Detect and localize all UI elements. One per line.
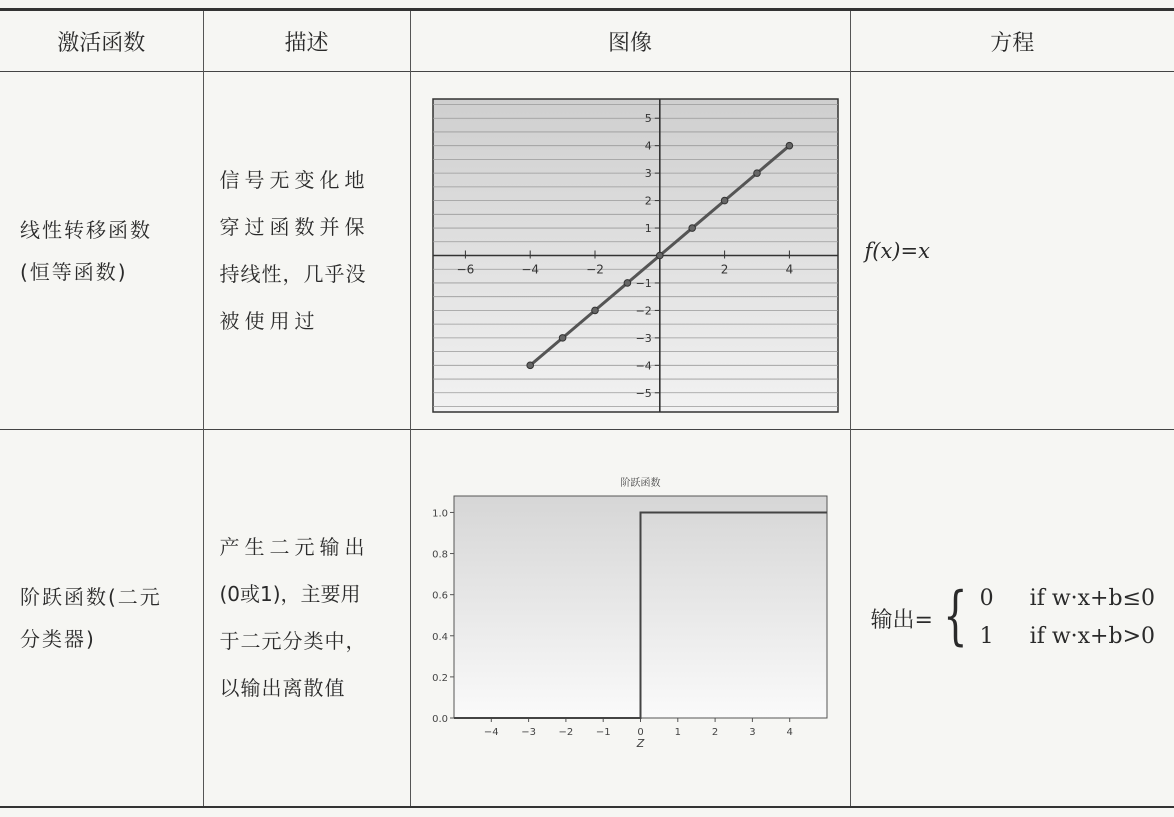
- y-tick-label: 2: [644, 194, 652, 208]
- linear-function-chart: [411, 72, 851, 425]
- description-line: 被使用过: [219, 308, 320, 333]
- data-point: [559, 335, 566, 342]
- header-image: 图像: [410, 10, 850, 72]
- description-line: 以输出离散值: [219, 676, 346, 700]
- data-point: [721, 197, 728, 204]
- description-line: 于二元分类中，: [219, 629, 367, 653]
- x-tick-label: 0: [636, 727, 644, 738]
- y-tick-label: 1: [644, 222, 652, 236]
- data-point: [656, 252, 663, 259]
- x-tick-label: −1: [595, 727, 611, 738]
- x-tick-label: −4: [520, 262, 539, 277]
- header-description: 描述: [203, 10, 410, 72]
- y-tick-label: −5: [635, 386, 652, 400]
- function-name-line: 阶跃函数(二元: [20, 585, 162, 609]
- linear-equation: f(x)=x: [864, 238, 930, 263]
- y-tick-label: 0.2: [431, 672, 448, 684]
- description-cell: [203, 430, 410, 808]
- x-tick-label: 4: [786, 727, 793, 738]
- step-function-chart: [411, 430, 851, 802]
- table-row: [0, 430, 1174, 808]
- data-point: [526, 362, 533, 369]
- equation-case: [980, 618, 1155, 656]
- y-tick-label: 0.4: [431, 631, 448, 643]
- y-tick-label: 4: [644, 139, 652, 153]
- data-point: [624, 280, 631, 287]
- x-tick-label: 1: [674, 727, 681, 738]
- case-condition: if w·x+b>0: [1029, 624, 1156, 649]
- y-tick-label: 5: [644, 112, 652, 126]
- step-equation: [871, 580, 1174, 656]
- x-tick-label: −6: [456, 262, 474, 277]
- x-tick-label: −3: [520, 727, 536, 738]
- y-tick-label: −1: [635, 276, 652, 290]
- data-point: [753, 170, 760, 177]
- case-condition: if w·x+b≤0: [1029, 586, 1156, 611]
- x-tick-label: −4: [483, 727, 499, 738]
- equation-cases: [980, 580, 1155, 656]
- x-tick-label: 2: [720, 262, 728, 277]
- chart-title: 阶跃函数: [620, 478, 660, 489]
- equation-cell: [850, 430, 1174, 808]
- function-name-line: (恒等函数): [20, 259, 128, 284]
- x-tick-label: −2: [558, 727, 573, 738]
- x-tick-label: 4: [785, 262, 793, 277]
- equation-cell: [850, 72, 1174, 430]
- header-equation: 方程: [850, 10, 1174, 72]
- y-tick-label: 1.0: [431, 508, 448, 520]
- table-row: [0, 72, 1174, 430]
- case-value: 1: [979, 624, 994, 649]
- y-tick-label: −3: [635, 331, 652, 345]
- x-axis-label: Z: [636, 737, 644, 750]
- activation-function-table: [0, 8, 1174, 808]
- equation-case: [980, 580, 1155, 618]
- data-point: [786, 142, 793, 149]
- function-name-line: 分类器): [20, 627, 96, 651]
- y-tick-label: 3: [644, 167, 652, 181]
- description-line: 持线性，几乎没: [219, 261, 367, 286]
- description-line: 穿过函数并保: [219, 214, 370, 239]
- header-activation-function: 激活函数: [0, 10, 203, 72]
- y-tick-label: 0.0: [431, 714, 448, 725]
- description-line: 信号无变化地: [219, 167, 370, 192]
- y-tick-label: −4: [635, 359, 652, 373]
- left-brace: {: [943, 579, 968, 653]
- function-name-cell: [0, 72, 203, 430]
- image-cell: [410, 72, 850, 430]
- description-line: 产生二元输出: [219, 535, 370, 559]
- description-line: (0或1)，主要用: [219, 582, 361, 606]
- case-value: 0: [979, 586, 994, 611]
- equation-lhs: 输出=: [870, 607, 933, 633]
- description-cell: [203, 72, 410, 430]
- y-tick-label: 0.6: [431, 590, 448, 602]
- image-cell: [410, 430, 850, 808]
- x-tick-label: 3: [748, 727, 756, 738]
- function-name-line: 线性转移函数: [20, 217, 152, 242]
- data-point: [688, 225, 695, 232]
- y-tick-label: 0.8: [431, 549, 448, 561]
- x-tick-label: −2: [585, 262, 604, 277]
- y-tick-label: −2: [635, 304, 652, 318]
- data-point: [591, 307, 598, 314]
- x-tick-label: 2: [711, 727, 718, 738]
- header-row: [0, 10, 1174, 72]
- function-name-cell: [0, 430, 203, 808]
